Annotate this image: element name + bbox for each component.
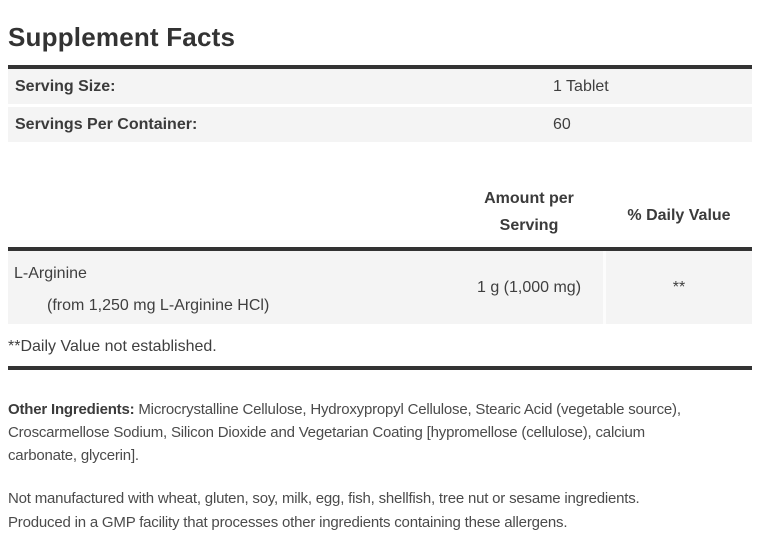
servings-per-container-row bbox=[8, 107, 752, 142]
ingredient-amount: 1 g (1,000 mg) bbox=[455, 251, 603, 324]
allergen-statement-line1: Not manufactured with wheat, gluten, soy, milk, egg, fish, shellfish, tree nut or sesame ingredients. bbox=[8, 490, 640, 507]
other-ingredients-line3: carbonate, glycerin]. bbox=[8, 447, 139, 464]
ingredient-row bbox=[8, 251, 752, 324]
amount-header-line1: Amount per bbox=[484, 190, 574, 207]
other-ingredients-paragraph bbox=[8, 398, 752, 467]
daily-value-header: % Daily Value bbox=[627, 207, 731, 224]
column-headers-row bbox=[8, 145, 752, 247]
ingredient-daily-value: ** bbox=[606, 251, 752, 324]
other-ingredients-line2: Croscarmellose Sodium, Silicon Dioxide and Vegetarian Coating [hypromellose (cellulose), calcium bbox=[8, 424, 645, 441]
serving-size-row bbox=[8, 69, 752, 104]
allergen-statement-line2: Produced in a GMP facility that processes other ingredients containing these allergens. bbox=[8, 514, 568, 531]
ingredient-name-cell bbox=[8, 251, 455, 324]
divider-rule-bottom bbox=[8, 366, 752, 370]
daily-value-footnote: **Daily Value not established. bbox=[8, 338, 217, 355]
other-ingredients-label: Other Ingredients: bbox=[8, 401, 135, 418]
allergen-statement-paragraph bbox=[8, 487, 752, 535]
amount-header-line2: Serving bbox=[499, 217, 559, 234]
servings-per-container-value: 60 bbox=[553, 115, 571, 133]
serving-size-value: 1 Tablet bbox=[553, 77, 609, 95]
servings-per-container-label: Servings Per Container: bbox=[15, 115, 198, 133]
ingredient-detail: (from 1,250 mg L-Arginine HCl) bbox=[47, 297, 270, 314]
other-ingredients-line1-rest: Microcrystalline Cellulose, Hydroxypropyl Cellulose, Stearic Acid (vegetable source), bbox=[134, 401, 681, 418]
other-ingredients-line1 bbox=[8, 398, 752, 421]
serving-size-label: Serving Size: bbox=[15, 77, 116, 95]
ingredient-name: L-Arginine bbox=[14, 265, 87, 282]
supplement-facts-panel bbox=[8, 0, 752, 535]
supplement-facts-title: Supplement Facts bbox=[8, 22, 236, 52]
amount-per-serving-header bbox=[455, 185, 603, 247]
